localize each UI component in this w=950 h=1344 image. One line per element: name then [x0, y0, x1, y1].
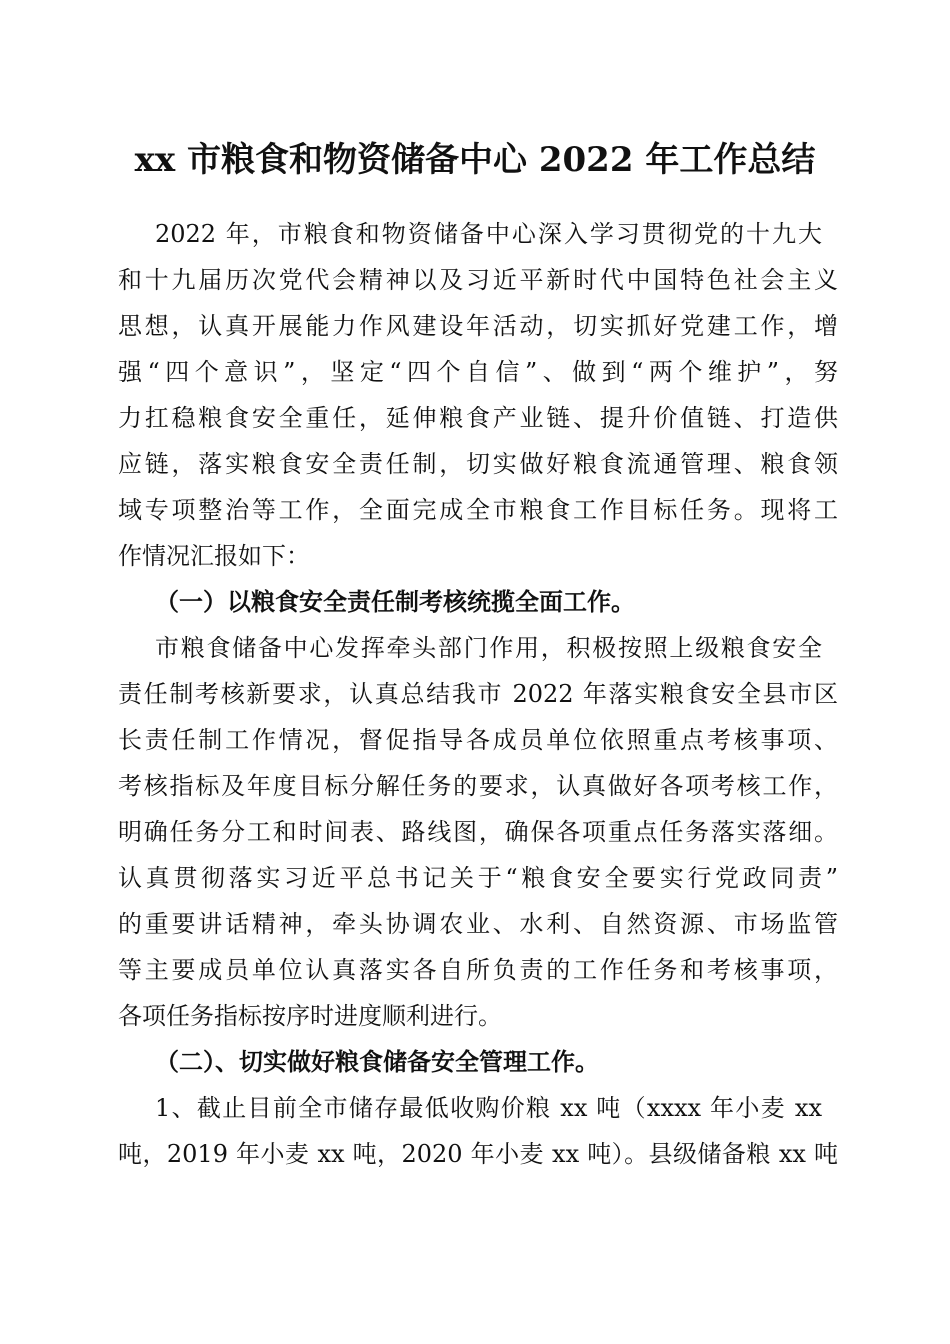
paragraph-1-line-3: 思想，认真开展能力作风建设年活动，切实抓好党建工作，增 — [118, 312, 838, 340]
paragraph-1-line-7: 域专项整治等工作，全面完成全市粮食工作目标任务。现将工 — [118, 496, 838, 524]
paragraph-3-line-1: 1、截止目前全市储存最低收购价粮 xx 吨（xxxx 年小麦 xx — [155, 1094, 822, 1122]
paragraph-1-line-5: 力扛稳粮食安全重任，延伸粮食产业链、提升价值链、打造供 — [118, 404, 838, 432]
section-heading-1: （一）以粮食安全责任制考核统揽全面工作。 — [155, 587, 635, 616]
paragraph-1-line-1: 2022 年，市粮食和物资储备中心深入学习贯彻党的十九大 — [155, 220, 822, 248]
paragraph-2-line-9: 各项任务指标按序时进度顺利进行。 — [118, 1002, 502, 1030]
paragraph-2-line-8: 等主要成员单位认真落实各自所负责的工作任务和考核事项， — [118, 956, 838, 984]
paragraph-2-line-2: 责任制考核新要求，认真总结我市 2022 年落实粮食安全县市区 — [118, 680, 838, 708]
paragraph-1-line-8: 作情况汇报如下： — [118, 542, 310, 570]
paragraph-3-line-2: 吨，2019 年小麦 xx 吨，2020 年小麦 xx 吨）。县级储备粮 xx 吨 — [118, 1140, 838, 1168]
section-heading-2: （二）、切实做好粮食储备安全管理工作。 — [155, 1047, 599, 1076]
paragraph-2-line-4: 考核指标及年度目标分解任务的要求，认真做好各项考核工作， — [118, 772, 838, 800]
document-title: xx 市粮食和物资储备中心 2022 年工作总结 — [134, 140, 816, 180]
paragraph-2-line-3: 长责任制工作情况，督促指导各成员单位依照重点考核事项、 — [118, 726, 838, 754]
paragraph-2-line-7: 的重要讲话精神，牵头协调农业、水利、自然资源、市场监管 — [118, 910, 838, 938]
paragraph-1-line-4: 强“四个意识”，坚定“四个自信”、做到“两个维护”，努 — [118, 358, 838, 386]
paragraph-1-line-2: 和十九届历次党代会精神以及习近平新时代中国特色社会主义 — [118, 266, 838, 294]
paragraph-2-line-1: 市粮食储备中心发挥牵头部门作用，积极按照上级粮食安全 — [155, 634, 822, 662]
paragraph-2-line-5: 明确任务分工和时间表、路线图，确保各项重点任务落实落细。 — [118, 818, 838, 846]
paragraph-2-line-6: 认真贯彻落实习近平总书记关于“粮食安全要实行党政同责” — [118, 864, 838, 892]
paragraph-1-line-6: 应链，落实粮食安全责任制，切实做好粮食流通管理、粮食领 — [118, 450, 838, 478]
